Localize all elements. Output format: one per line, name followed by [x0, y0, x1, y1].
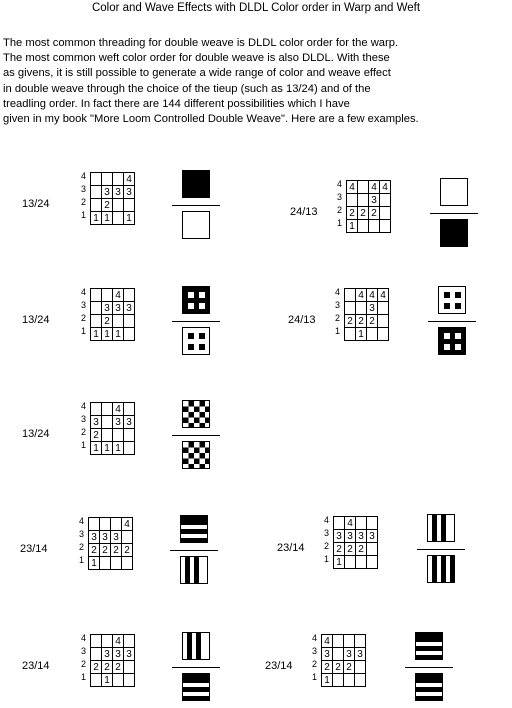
row-number: 2	[81, 427, 87, 437]
grid-cell	[124, 429, 135, 442]
row-number: 1	[335, 326, 341, 336]
grid-cell: 1	[91, 328, 102, 341]
swatch-holes	[438, 327, 466, 355]
grid-cell: 2	[102, 315, 113, 328]
grid-cell	[355, 635, 366, 648]
divider-line	[405, 667, 453, 668]
grid-cell: 2	[100, 544, 111, 557]
swatch-vstripes2	[427, 555, 455, 583]
tieup-grid	[90, 288, 135, 341]
row-number: 3	[312, 646, 318, 656]
grid-cell	[344, 635, 355, 648]
tieup-label: 23/14	[265, 660, 293, 672]
grid-cell: 2	[89, 544, 100, 557]
tieup-grid	[321, 634, 366, 687]
grid-cell: 3	[322, 648, 333, 661]
row-number: 3	[335, 300, 341, 310]
tieup-label: 23/14	[20, 543, 48, 555]
grid-cell: 1	[113, 442, 124, 455]
divider-line	[172, 205, 220, 206]
grid-cell	[380, 207, 391, 220]
grid-cell: 4	[124, 173, 135, 186]
grid-cell	[124, 635, 135, 648]
grid-cell: 2	[344, 661, 355, 674]
grid-cell	[345, 328, 356, 341]
grid-cell: 2	[122, 544, 133, 557]
row-number: 4	[337, 179, 343, 189]
grid-cell	[111, 518, 122, 531]
grid-cell: 4	[380, 181, 391, 194]
intro-text	[3, 36, 508, 127]
grid-cell: 3	[124, 186, 135, 199]
grid-cell	[111, 557, 122, 570]
example-8	[20, 632, 250, 708]
example-2	[288, 178, 512, 254]
grid-cell: 4	[345, 517, 356, 530]
tieup-label: 24/13	[290, 206, 318, 218]
grid-cell	[378, 302, 389, 315]
grid-cell: 3	[344, 648, 355, 661]
grid-cell: 2	[356, 543, 367, 556]
grid-cell	[113, 199, 124, 212]
grid-cell: 1	[89, 557, 100, 570]
grid-cell	[355, 661, 366, 674]
grid-cell: 2	[102, 199, 113, 212]
grid-cell	[334, 517, 345, 530]
grid-cell	[102, 173, 113, 186]
grid-cell	[124, 661, 135, 674]
grid-cell	[122, 531, 133, 544]
intro-line: The most common threading for double weave is DLDL color order for the warp.	[3, 37, 399, 49]
swatch-hstripes	[182, 673, 210, 701]
grid-cell: 3	[113, 648, 124, 661]
row-number: 1	[79, 555, 85, 565]
grid-cell	[91, 674, 102, 687]
grid-cell	[124, 315, 135, 328]
grid-cell: 1	[124, 212, 135, 225]
grid-cell	[344, 674, 355, 687]
grid-cell: 2	[347, 207, 358, 220]
grid-cell: 3	[111, 531, 122, 544]
grid-cell: 2	[113, 661, 124, 674]
grid-cell	[367, 328, 378, 341]
grid-cell: 1	[102, 328, 113, 341]
grid-cell: 1	[322, 674, 333, 687]
row-number: 1	[81, 326, 87, 336]
grid-cell: 3	[113, 416, 124, 429]
divider-line	[172, 321, 220, 322]
grid-cell	[124, 674, 135, 687]
grid-cell	[91, 635, 102, 648]
tieup-label: 23/14	[277, 542, 305, 554]
grid-cell	[124, 289, 135, 302]
row-number: 2	[324, 541, 330, 551]
grid-cell: 1	[347, 220, 358, 233]
grid-cell	[113, 212, 124, 225]
tieup-grid	[88, 517, 133, 570]
grid-cell: 4	[367, 289, 378, 302]
example-1	[20, 170, 250, 246]
grid-cell: 3	[100, 531, 111, 544]
row-number: 4	[81, 633, 87, 643]
grid-cell	[367, 517, 378, 530]
tieup-label: 23/14	[22, 660, 50, 672]
swatch-vstripes	[427, 514, 455, 542]
grid-cell	[102, 289, 113, 302]
row-number: 4	[81, 287, 87, 297]
row-number: 3	[79, 529, 85, 539]
swatch-spots	[438, 286, 466, 314]
grid-cell: 1	[102, 442, 113, 455]
grid-cell	[358, 220, 369, 233]
grid-cell: 3	[124, 302, 135, 315]
example-7	[275, 514, 505, 590]
grid-cell: 3	[102, 186, 113, 199]
grid-cell	[355, 674, 366, 687]
row-number: 2	[79, 542, 85, 552]
grid-cell: 4	[356, 289, 367, 302]
row-number: 1	[337, 218, 343, 228]
grid-cell	[91, 315, 102, 328]
grid-cell	[102, 403, 113, 416]
grid-cell: 4	[322, 635, 333, 648]
row-number: 2	[335, 313, 341, 323]
grid-cell: 3	[356, 530, 367, 543]
grid-cell	[124, 199, 135, 212]
grid-cell: 2	[91, 661, 102, 674]
intro-line: The most common weft color order for double weave is also DLDL. With these	[3, 52, 390, 65]
grid-cell: 3	[124, 416, 135, 429]
grid-cell: 3	[91, 416, 102, 429]
grid-cell: 2	[367, 315, 378, 328]
tieup-grid	[344, 288, 389, 341]
grid-cell: 3	[369, 194, 380, 207]
tieup-grid	[90, 402, 135, 455]
swatch-vstripes	[182, 632, 210, 660]
grid-cell: 4	[369, 181, 380, 194]
intro-line: given in my book "More Loom Controlled Double Weave". Here are a few examples.	[3, 113, 419, 126]
grid-cell	[378, 315, 389, 328]
grid-cell	[358, 181, 369, 194]
grid-cell	[113, 674, 124, 687]
example-9	[263, 632, 493, 708]
grid-cell: 1	[91, 212, 102, 225]
grid-cell	[367, 556, 378, 569]
grid-cell: 3	[113, 302, 124, 315]
row-number: 3	[81, 184, 87, 194]
grid-cell: 4	[378, 289, 389, 302]
grid-cell	[345, 289, 356, 302]
divider-line	[417, 549, 465, 550]
grid-cell	[345, 302, 356, 315]
grid-cell: 3	[334, 530, 345, 543]
swatch-check	[182, 441, 210, 469]
grid-cell	[91, 302, 102, 315]
divider-line	[172, 667, 220, 668]
grid-cell: 1	[356, 328, 367, 341]
grid-cell: 2	[358, 207, 369, 220]
example-6	[18, 515, 248, 591]
grid-cell	[367, 543, 378, 556]
row-number: 3	[324, 528, 330, 538]
grid-cell: 4	[113, 289, 124, 302]
grid-cell: 2	[356, 315, 367, 328]
grid-cell: 2	[102, 661, 113, 674]
grid-cell: 2	[111, 544, 122, 557]
grid-cell: 1	[91, 442, 102, 455]
grid-cell: 2	[91, 429, 102, 442]
row-number: 1	[324, 554, 330, 564]
swatch-hstripes	[415, 673, 443, 701]
swatch-hstripes	[415, 632, 443, 660]
row-number: 3	[81, 300, 87, 310]
grid-cell	[333, 674, 344, 687]
grid-cell	[91, 648, 102, 661]
grid-cell	[333, 635, 344, 648]
row-number: 2	[312, 659, 318, 669]
divider-line	[170, 550, 218, 551]
grid-cell	[91, 289, 102, 302]
grid-cell	[356, 556, 367, 569]
row-number: 3	[81, 414, 87, 424]
grid-cell: 3	[367, 530, 378, 543]
grid-cell	[378, 328, 389, 341]
row-number: 4	[79, 516, 85, 526]
grid-cell: 2	[369, 207, 380, 220]
grid-cell: 2	[334, 543, 345, 556]
grid-cell: 3	[367, 302, 378, 315]
tieup-grid	[90, 634, 135, 687]
row-number: 4	[335, 287, 341, 297]
tieup-grid	[346, 180, 391, 233]
grid-cell: 1	[102, 674, 113, 687]
tieup-label: 24/13	[288, 314, 316, 326]
tieup-grid	[90, 172, 135, 225]
tieup-label: 13/24	[22, 198, 50, 210]
intro-line: in double weave through the choice of the tieup (such as 13/24) and of the	[3, 82, 371, 95]
row-number: 2	[81, 659, 87, 669]
row-number: 1	[312, 672, 318, 682]
grid-cell	[113, 429, 124, 442]
grid-cell	[380, 194, 391, 207]
tieup-grid	[333, 516, 378, 569]
grid-cell: 3	[124, 648, 135, 661]
divider-line	[172, 435, 220, 436]
row-number: 3	[337, 192, 343, 202]
example-5	[20, 400, 250, 476]
swatch-check	[182, 400, 210, 428]
grid-cell	[369, 220, 380, 233]
grid-cell: 3	[355, 648, 366, 661]
grid-cell: 2	[322, 661, 333, 674]
grid-cell	[358, 194, 369, 207]
grid-cell: 1	[102, 212, 113, 225]
grid-cell	[356, 302, 367, 315]
grid-cell: 1	[113, 328, 124, 341]
grid-cell: 2	[345, 315, 356, 328]
row-number: 4	[324, 515, 330, 525]
row-number: 2	[81, 313, 87, 323]
divider-line	[428, 321, 476, 322]
grid-cell: 4	[122, 518, 133, 531]
grid-cell: 4	[113, 635, 124, 648]
grid-cell	[122, 557, 133, 570]
grid-cell	[102, 635, 113, 648]
row-number: 4	[81, 401, 87, 411]
grid-cell: 4	[113, 403, 124, 416]
swatch-vstripes	[180, 556, 208, 584]
grid-cell: 3	[113, 186, 124, 199]
swatch-solid	[440, 219, 468, 247]
row-number: 3	[81, 646, 87, 656]
grid-cell	[347, 194, 358, 207]
grid-cell	[91, 186, 102, 199]
grid-cell	[100, 518, 111, 531]
row-number: 4	[81, 171, 87, 181]
grid-cell	[333, 648, 344, 661]
grid-cell	[113, 315, 124, 328]
grid-cell	[89, 518, 100, 531]
grid-cell	[356, 517, 367, 530]
intro-line: treadling order. In fact there are 144 different possibilities which I have	[3, 97, 350, 110]
grid-cell: 3	[89, 531, 100, 544]
row-number: 1	[81, 672, 87, 682]
grid-cell	[91, 403, 102, 416]
swatch-spots	[182, 327, 210, 355]
grid-cell: 3	[345, 530, 356, 543]
row-number: 1	[81, 440, 87, 450]
example-4	[286, 286, 512, 362]
grid-cell	[91, 199, 102, 212]
swatch-empty	[182, 211, 210, 239]
example-3	[20, 286, 250, 362]
row-number: 1	[81, 210, 87, 220]
grid-cell	[124, 403, 135, 416]
swatch-solid	[182, 170, 210, 198]
tieup-label: 13/24	[22, 314, 50, 326]
grid-cell: 2	[345, 543, 356, 556]
grid-cell: 4	[347, 181, 358, 194]
grid-cell	[102, 429, 113, 442]
grid-cell	[124, 328, 135, 341]
page-title: Color and Wave Effects with DLDL Color order in Warp and Weft	[91, 2, 421, 14]
intro-line: as givens, it is still possible to generate a wide range of color and weave effect	[3, 67, 391, 80]
grid-cell: 2	[333, 661, 344, 674]
row-number: 4	[312, 633, 318, 643]
grid-cell	[91, 173, 102, 186]
grid-cell	[345, 556, 356, 569]
divider-line	[430, 213, 478, 214]
swatch-hstripes	[180, 515, 208, 543]
grid-cell	[124, 442, 135, 455]
grid-cell: 3	[102, 648, 113, 661]
swatch-holes	[182, 286, 210, 314]
grid-cell	[102, 416, 113, 429]
grid-cell: 3	[102, 302, 113, 315]
grid-cell	[380, 220, 391, 233]
row-number: 2	[81, 197, 87, 207]
grid-cell	[113, 173, 124, 186]
grid-cell	[100, 557, 111, 570]
row-number: 2	[337, 205, 343, 215]
tieup-label: 13/24	[22, 428, 50, 440]
swatch-empty	[440, 178, 468, 206]
grid-cell: 1	[334, 556, 345, 569]
